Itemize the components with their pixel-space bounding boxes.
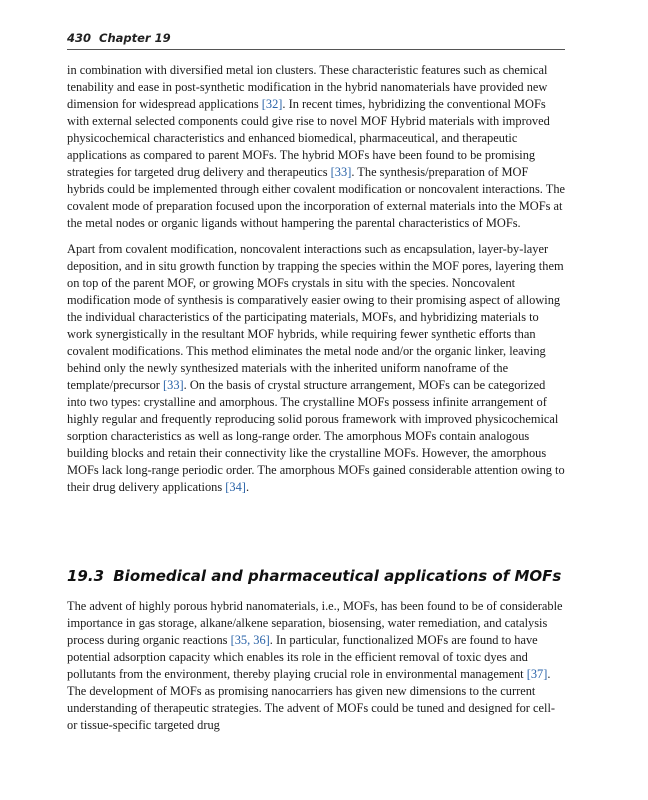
body-text-top (67, 62, 567, 496)
paragraph-3 (67, 598, 567, 734)
section-number: 19.3 (67, 567, 105, 585)
section-heading (67, 567, 567, 585)
citation-link[interactable]: [33] (163, 378, 184, 392)
running-header (67, 31, 565, 50)
text-run: . In recent times, hybridizing the conventional MOFs with external selected components could give rise to novel MOF Hybrid materials with improved physicochemical characteristics and enhanced biomedical, pharmaceutical, and therapeutic applications as compared to parent MOFs. The hybrid MOFs have been found to be promising strategies for targeted drug delivery and therapeutics (67, 97, 550, 179)
text-run: The advent of highly porous hybrid nanomaterials, i.e., MOFs, has been found to be of considerable importance in gas storage, alkane/alkene separation, biosensing, water remediation, and catalysis process during organic reactions (67, 599, 563, 647)
section-title: Biomedical and pharmaceutical applications of MOFs (113, 567, 562, 585)
chapter-label: Chapter 19 (99, 31, 171, 45)
citation-link[interactable]: [37] (526, 667, 548, 681)
paragraph-2 (67, 241, 567, 496)
body-text-bottom (67, 598, 567, 734)
text-run: . On the basis of crystal structure arrangement, MOFs can be categorized into two types: crystalline and amorphous. The crystalline MOFs possess infinite arrangement of highly regular and frequently reproducing solid porous framework with improved physicochemical sorption characteristics as well as long-range order. The amorphous MOFs contain analogous building blocks and retain their connectivity like the crystalline MOFs. However, the amorphous MOFs lack long-range periodic order. The amorphous MOFs gained considerable attention owing to their drug delivery applications (67, 378, 565, 494)
citation-link[interactable]: [35, 36] (230, 633, 270, 647)
text-run: . In particular, functionalized MOFs are found to have potential adsorption capacity which enables its role in the efficient removal of toxic dyes and pollutants from the environment, thereby playing crucial role in environmental management (67, 633, 538, 681)
text-run: . The development of MOFs as promising nanocarriers has given new dimensions to the current understanding of therapeutic strategies. The advent of MOFs could be tuned and designed for cell- or tissue-specific targeted drug (67, 667, 556, 732)
text-run: Apart from covalent modification, noncovalent interactions such as encapsulation, layer-by-layer deposition, and in situ growth function by trapping the species within the MOF pores, layering them on top of the parent MOF, or growing MOFs crystals in situ with the species. Noncovalent modification mode of synthesis is comparatively easier owing to their promising aspect of allowing the individual characteristics of the participating materials, MOFs, and hybridizing materials to work synergistically in the resultant MOF hybrids, while requiring fewer synthetic efforts than covalent modifications. This method eliminates the metal node and/or the organic linker, leaving behind only the newly synthesized materials with the inherited uniform nanoframe of the template/precursor (67, 242, 564, 392)
page-number: 430 (67, 31, 92, 45)
citation-link[interactable]: [33] (330, 165, 352, 179)
text-run: in combination with diversified metal ion clusters. These characteristic features such as chemical tenability and ease in post-synthetic modification in the hybrid nanomaterials have provided new dimension for widespread applications (67, 63, 548, 111)
citation-link[interactable]: [32] (261, 97, 283, 111)
text-run: . The synthesis/preparation of MOF hybrids could be implemented through either covalent modification or noncovalent interactions. The covalent mode of preparation focused upon the incorporation of external materials into the MOFs at the metal nodes or organic ligands without hampering the parental characteristics of MOFs. (67, 165, 566, 230)
paragraph-1 (67, 62, 567, 232)
text-run: . (245, 480, 250, 494)
citation-link[interactable]: [34] (225, 480, 246, 494)
